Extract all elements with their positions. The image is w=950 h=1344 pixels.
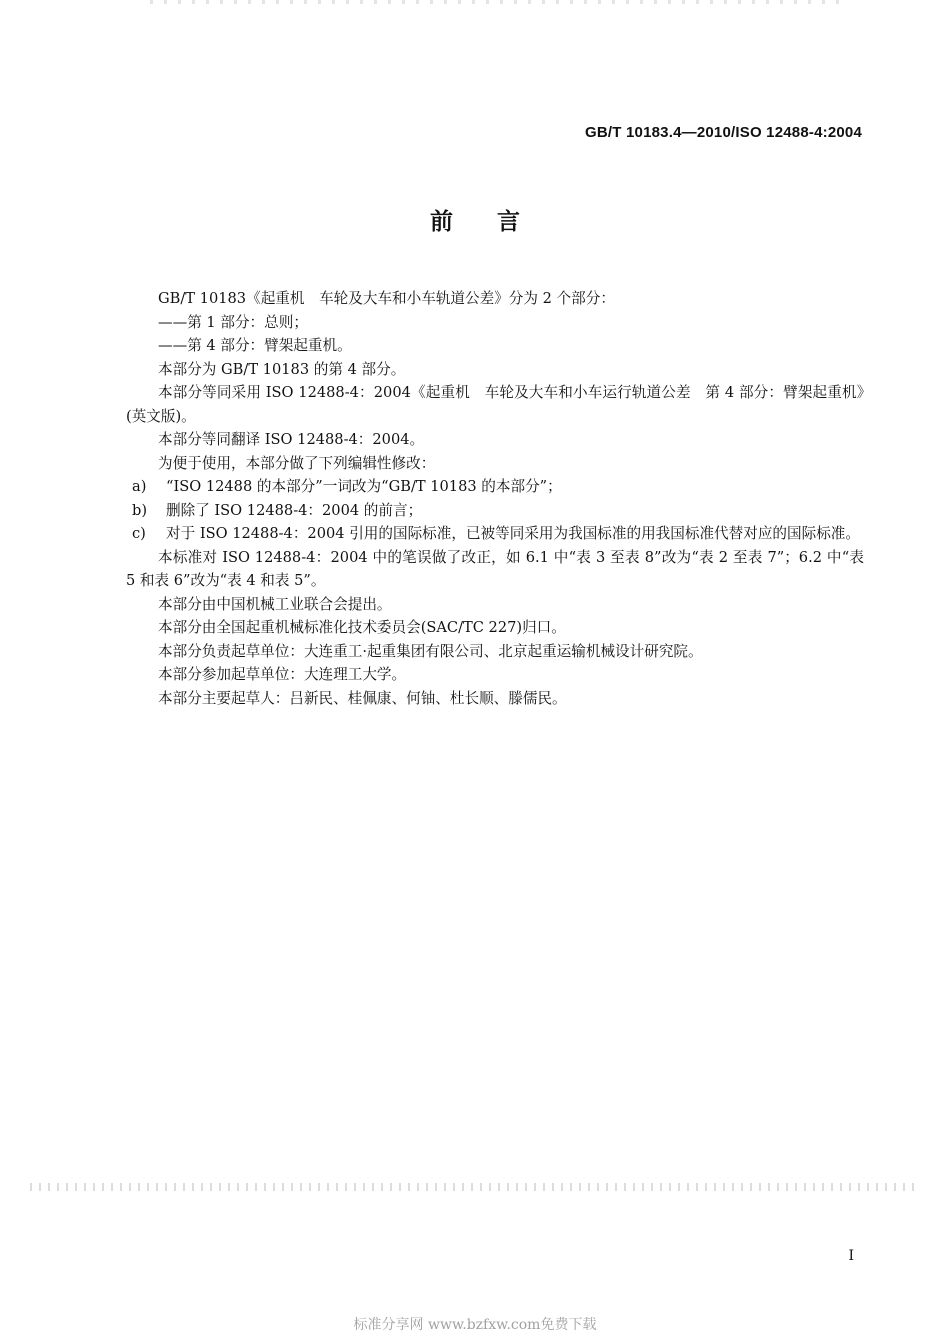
list-item: [126, 475, 864, 499]
list-text: 对于 ISO 12488-4：2004 引用的国际标准，已被等同采用为我国标准的用我国标准代替对应的国际标准。: [166, 525, 860, 542]
standard-code: GB/T 10183.4—2010/ISO 12488-4:2004: [585, 124, 862, 141]
paragraph: 为便于使用，本部分做了下列编辑性修改：: [158, 454, 436, 472]
page-number: I: [848, 1248, 854, 1264]
foreword-body: [126, 287, 864, 710]
paragraph: 本部分由全国起重机械标准化技术委员会(SAC/TC 227)归口。: [158, 619, 566, 636]
paragraph: 本部分参加起草单位：大连理工大学。: [158, 666, 407, 683]
list-marker: a): [132, 478, 147, 495]
paragraph: GB/T 10183《起重机 车轮及大车和小车轨道公差》分为 2 个部分：: [158, 290, 615, 307]
paragraph: 本部分负责起草单位：大连重工·起重集团有限公司、北京起重运输机械设计研究院。: [158, 642, 703, 660]
paragraph: 本部分主要起草人：吕新民、桂佩康、何铀、杜长顺、滕儒民。: [158, 689, 567, 707]
page-title: 前言: [430, 209, 564, 235]
list-item: [126, 499, 864, 523]
list-text: 删除了 ISO 12488-4：2004 的前言；: [166, 501, 423, 519]
paragraph: 本部分为 GB/T 10183 的第 4 部分。: [158, 360, 406, 378]
list-marker: c): [132, 525, 146, 542]
scan-artifact-bottom: [30, 1183, 920, 1191]
dash-item: ——第 4 部分：臂架起重机。: [158, 337, 352, 354]
paragraph: 本标准对 ISO 12488-4：2004 中的笔误做了改正，如 6.1 中“表 3 至表 8”改为“表 2 至表 7”；6.2 中“表 5 和表 6”改为“表 4 和表 5”。: [126, 548, 864, 589]
scan-artifact-top: [150, 0, 850, 4]
dash-item: ——第 1 部分：总则；: [158, 313, 308, 331]
list-marker: b): [132, 501, 148, 519]
list-text: “ISO 12488 的本部分”一词改为“GB/T 10183 的本部分”；: [166, 478, 562, 495]
paragraph: 本部分由中国机械工业联合会提出。: [158, 595, 392, 613]
list-item: [126, 522, 864, 546]
paragraph: 本部分等同翻译 ISO 12488-4：2004。: [158, 431, 425, 448]
footer-watermark: 标准分享网 www.bzfxw.com免费下载: [353, 1317, 597, 1333]
paragraph: 本部分等同采用 ISO 12488-4：2004《起重机 车轮及大车和小车运行轨道公差 第 4 部分：臂架起重机》(英文版)。: [126, 384, 864, 425]
